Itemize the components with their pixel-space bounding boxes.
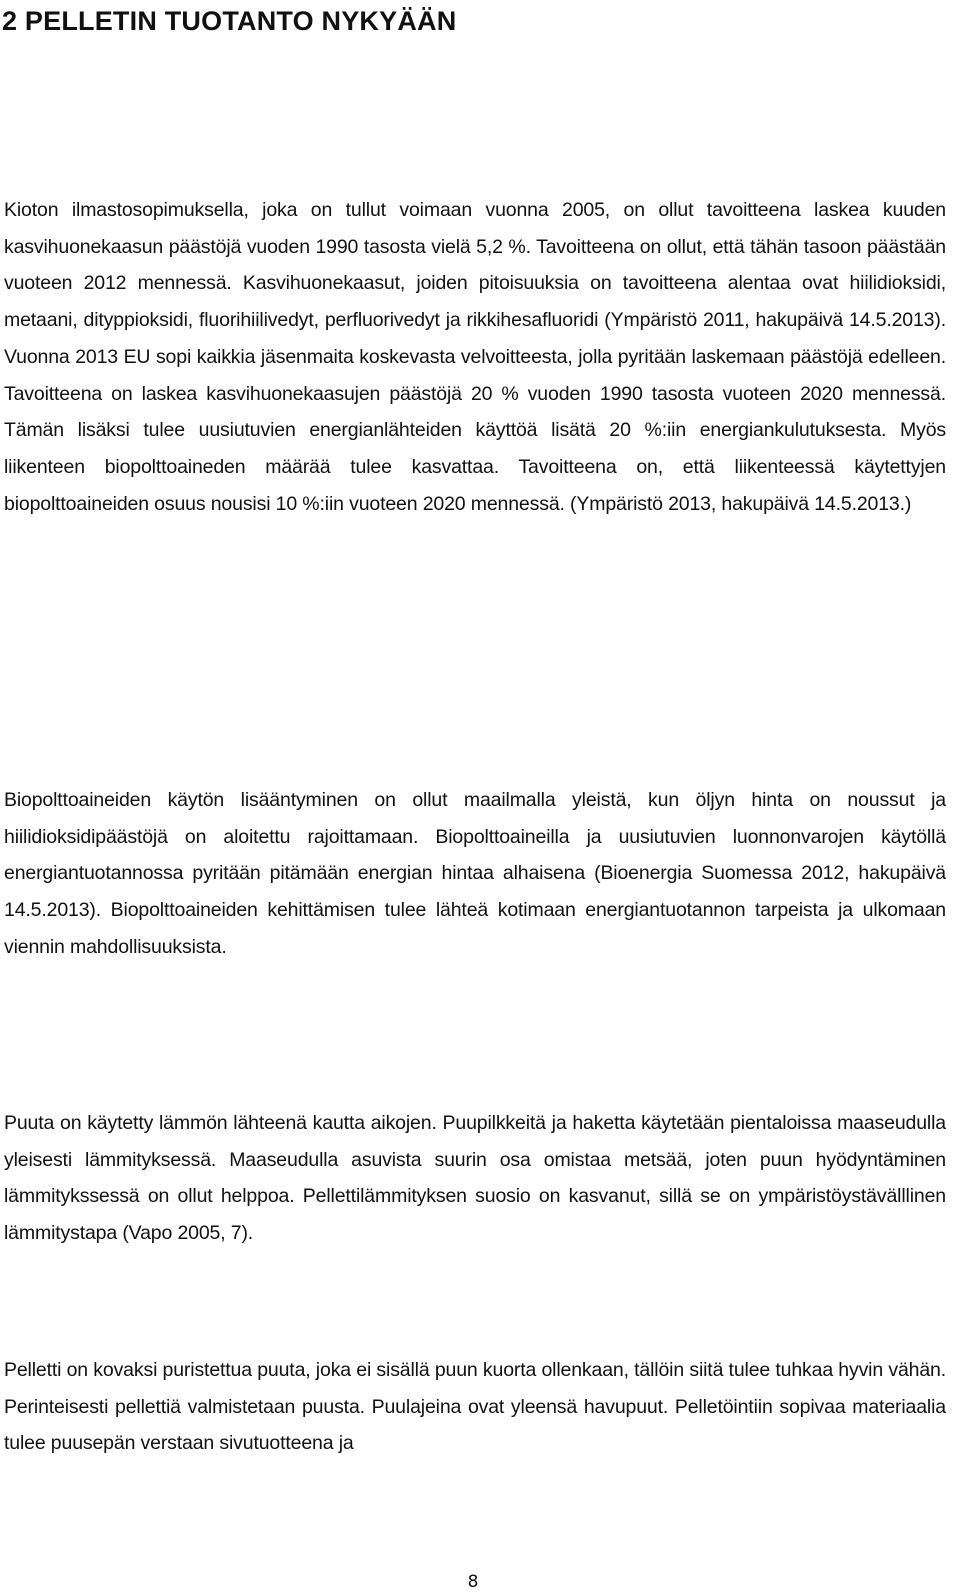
paragraph-kyoto: Kioton ilmastosopimuksella, joka on tullut voimaan vuonna 2005, on ollut tavoitteena laskea kuuden kasvihuonekaasun päästöjä vuoden 1990 tasosta vielä 5,2 %. Tavoitteena on ollut, että tähän tasoon päästään vuoteen 2012 mennessä. Kasvihuonekaasut, joiden pitoisuuksia on tavoitteena alentaa ovat hiilidioksidi, metaani, dityppioksidi, fluorihiilivedyt, perfluorivedyt ja rikkihesafluoridi (Ympäristö 2011, hakupäivä 14.5.2013). Vuonna 2013 EU sopi kaikkia jäsenmaita koskevasta velvoitteesta, jolla pyritään laskemaan päästöjä edelleen. Tavoitteena on laskea kasvihuonekaasujen päästöjä 20 % vuoden 1990 tasosta vuoteen 2020 mennessä. Tämän lisäksi tulee uusiutuvien energianlähteiden käyttöä lisätä 20 %:iin energiankulutuksesta. Myös liikenteen biopolttoaineden määrää tulee kasvattaa. Tavoitteena on, että liikenteessä käytettyjen biopolttoaineiden osuus nousisi 10 %:iin vuoteen 2020 mennessä. (Ympäristö 2013, hakupäivä 14.5.2013.) xyxy=(4,199,946,515)
paragraph-wood-heating: Puuta on käytetty lämmön lähteenä kautta aikojen. Puupilkkeitä ja haketta käytetään pientaloissa maaseudulla yleisesti lämmityksessä. Maaseudulla asuvista suurin osa omistaa metsää, joten puun hyödyntäminen lämmitykssessä on ollut helppoa. Pellettilämmityksen suosio on kasvanut, sillä se on ympäristöystävälllinen lämmitystapa (Vapo 2005, 7). xyxy=(4,1112,946,1245)
paragraph-biofuels: Biopolttoaineiden käytön lisääntyminen on ollut maailmalla yleistä, kun öljyn hinta on noussut ja hiilidioksidipäästöjä on aloitettu rajoittamaan. Biopolttoaineilla ja uusiutuvien luonnonvarojen käytöllä energiantuotannossa pyritään pitämään energian hintaa alhaisena (Bioenergia Suomessa 2012, hakupäivä 14.5.2013). Biopolttoaineiden kehittämisen tulee lähteä kotimaan energiantuotannon tarpeista ja ulkomaan viennin mahdollisuuksista. xyxy=(4,789,946,958)
page-number: 8 xyxy=(467,1572,479,1592)
chapter-heading: 2 PELLETIN TUOTANTO NYKYÄÄN xyxy=(2,6,457,36)
paragraph-pellet-definition: Pelletti on kovaksi puristettua puuta, joka ei sisällä puun kuorta ollenkaan, tällöin siitä tulee tuhkaa hyvin vähän. Perinteisesti pellettiä valmistetaan puusta. Puulajeina ovat yleensä havupuut. Pelletöintiin sopivaa materiaalia tulee puusepän verstaan sivutuotteena ja xyxy=(4,1359,946,1455)
